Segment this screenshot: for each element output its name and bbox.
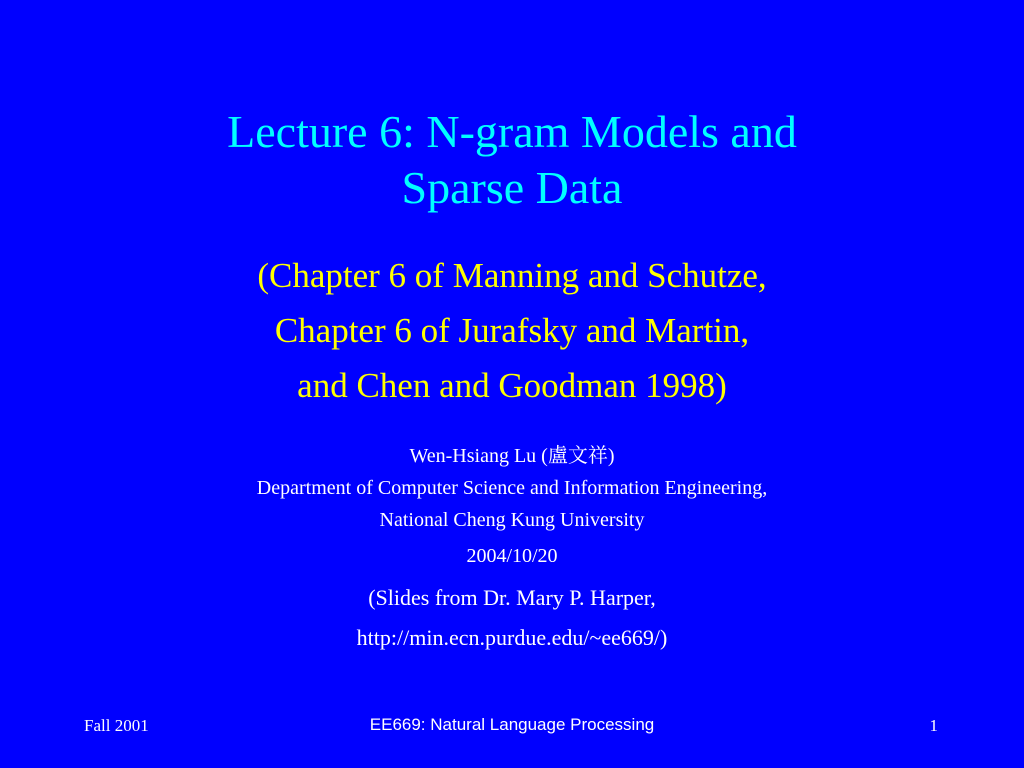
author-department: Department of Computer Science and Information Engineering, [256,477,768,499]
source-credit [0,578,1024,658]
subtitle-line-3: and Chen and Goodman 1998) [297,366,727,405]
lecture-date: 2004/10/20 [466,545,558,567]
author-name: Wen-Hsiang Lu (盧文祥) [409,445,615,467]
footer-course: EE669: Natural Language Processing [369,715,655,734]
author-university: National Cheng Kung University [379,509,645,531]
source-credit-line-1: (Slides from Dr. Mary P. Harper, [368,585,656,610]
footer-term: Fall 2001 [84,716,149,735]
slide-title-line-2: Sparse Data [401,162,623,213]
footer-page-number: 1 [929,716,938,735]
author-block [0,440,1024,536]
slide-title-line-1: Lecture 6: N-gram Models and [227,106,797,157]
slide-subtitle [0,248,1024,413]
subtitle-line-1: (Chapter 6 of Manning and Schutze, [257,256,767,295]
source-credit-url: http://min.ecn.purdue.edu/~ee669/) [356,625,668,650]
subtitle-line-2: Chapter 6 of Jurafsky and Martin, [274,311,750,350]
slide-title [0,104,1024,216]
